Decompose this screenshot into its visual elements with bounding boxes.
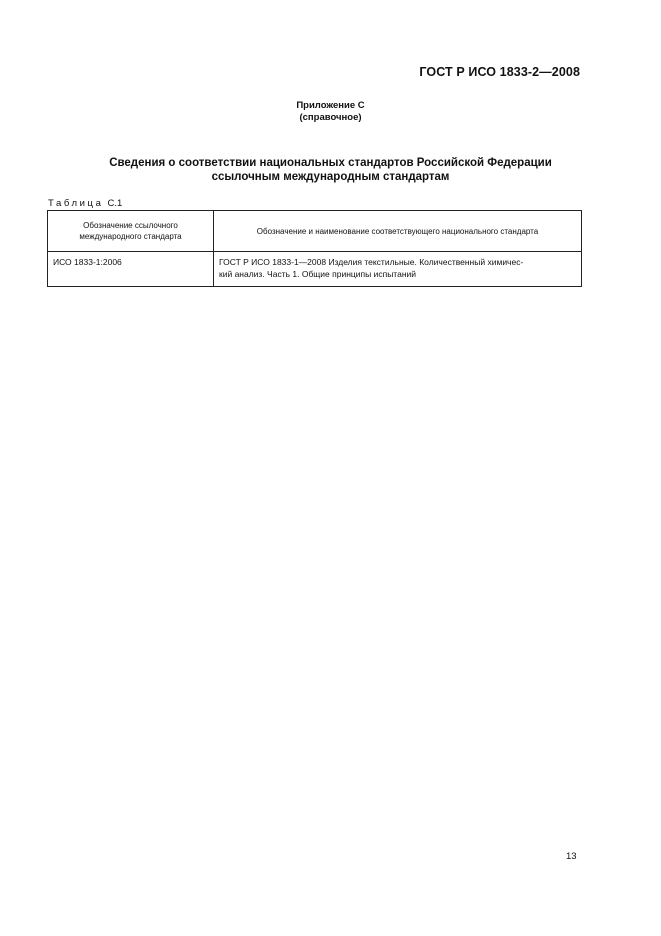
header-ref-line-2: международного стандарта: [79, 232, 182, 241]
cell-national-line-2: кий анализ. Часть 1. Общие принципы испытаний: [219, 268, 417, 279]
appendix-heading: [0, 100, 661, 123]
cell-national-line-1: ГОСТ Р ИСО 1833-1—2008 Изделия текстильные. Количественный химичес-: [219, 257, 524, 267]
table-caption-number: С.1: [107, 198, 123, 209]
appendix-title: Приложение С: [296, 100, 365, 111]
appendix-subtitle: (справочное): [299, 111, 362, 123]
section-title: [40, 156, 621, 184]
section-title-line-1: Сведения о соответствии национальных стандартов Российской Федерации: [109, 157, 552, 169]
table-caption-label: Таблица: [48, 198, 104, 209]
correspondence-table: [47, 210, 582, 287]
header-ref-line-1: Обозначение ссылочного: [83, 221, 178, 230]
page-number: 13: [566, 851, 577, 862]
table-caption: [48, 198, 122, 209]
cell-national-standard: [214, 252, 582, 287]
cell-ref-standard: ИСО 1833-1:2006: [48, 252, 214, 287]
header-national-line-1: Обозначение и наименование соответствующего национального стандарта: [256, 226, 539, 236]
header-ref-standard: [48, 211, 214, 252]
section-title-line-2: ссылочным международным стандартам: [211, 171, 450, 183]
document-code: ГОСТ Р ИСО 1833-2—2008: [419, 65, 580, 79]
table-header-row: [48, 211, 582, 252]
header-national-standard: [214, 211, 582, 252]
table-row: [48, 252, 582, 287]
